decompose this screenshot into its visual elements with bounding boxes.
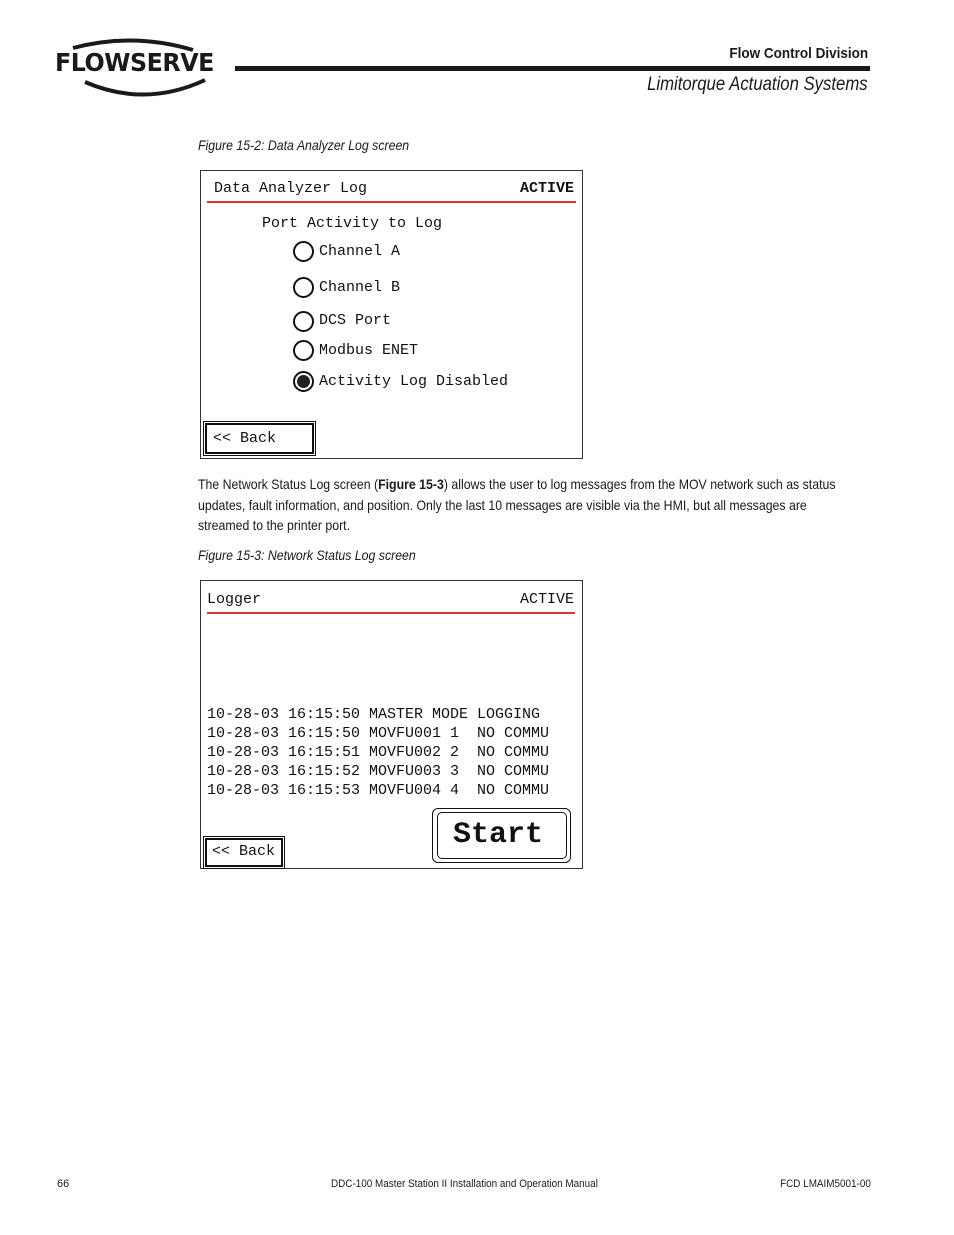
log-line: 10-28-03 16:15:51 MOVFU002 2 NO COMMU — [207, 744, 550, 761]
log-line: 10-28-03 16:15:53 MOVFU004 4 NO COMMU — [207, 782, 550, 799]
screen-title: Data Analyzer Log — [214, 180, 368, 197]
status-badge: ACTIVE — [519, 591, 574, 608]
data-analyzer-log-screen — [200, 170, 583, 459]
manual-title: DDC-100 Master Station II Installation and Operation Manual — [331, 1178, 598, 1190]
title-underline — [207, 201, 576, 203]
start-button[interactable] — [432, 808, 571, 863]
radio-label: DCS Port — [319, 312, 392, 329]
log-list — [207, 706, 549, 801]
flowserve-logo — [55, 38, 215, 100]
radio-modbus-enet[interactable] — [293, 340, 553, 364]
header-subtitle: Limitorque Actuation Systems — [647, 74, 868, 95]
start-button-label: Start — [453, 818, 544, 852]
radio-selected-icon[interactable] — [293, 371, 314, 392]
back-button-label: << Back — [212, 843, 276, 860]
radio-label: Channel B — [319, 279, 401, 296]
radio-label: Channel A — [319, 243, 401, 260]
prompt-label: Port Activity to Log — [262, 215, 443, 232]
title-underline — [207, 612, 575, 614]
radio-circle-icon[interactable] — [293, 311, 314, 332]
radio-label: Activity Log Disabled — [319, 373, 509, 390]
figure-15-2-caption: Figure 15-2: Data Analyzer Log screen — [198, 137, 410, 153]
radio-circle-icon[interactable] — [293, 277, 314, 298]
header-rule — [235, 66, 870, 71]
radio-channel-b[interactable] — [293, 277, 553, 301]
radio-dcs-port[interactable] — [293, 311, 553, 335]
log-line: 10-28-03 16:15:52 MOVFU003 3 NO COMMU — [207, 763, 550, 780]
document-code: FCD LMAIM5001-00 — [780, 1178, 871, 1190]
status-badge: ACTIVE — [519, 180, 574, 197]
radio-channel-a[interactable] — [293, 241, 553, 265]
radio-label: Modbus ENET — [319, 342, 419, 359]
figure-reference: Figure 15-3 — [378, 476, 444, 492]
paragraph-text: ) allows the user to log messages from the MOV network such as status updates, fault information, and position. Only the last 10 messages are visible via the HMI, but all messages are streamed to the printer port. — [198, 476, 836, 533]
back-button[interactable] — [205, 838, 283, 867]
logo-wordmark: FLOWSERVE — [55, 48, 214, 77]
back-button[interactable] — [205, 423, 314, 454]
division-name: Flow Control Division — [729, 45, 868, 62]
radio-circle-icon[interactable] — [293, 340, 314, 361]
radio-activity-log-disabled[interactable] — [293, 371, 563, 395]
radio-circle-icon[interactable] — [293, 241, 314, 262]
paragraph-text: The Network Status Log screen ( — [198, 476, 379, 492]
log-line: 10-28-03 16:15:50 MOVFU001 1 NO COMMU — [207, 725, 550, 742]
page-number: 66 — [57, 1178, 70, 1190]
log-line: 10-28-03 16:15:50 MASTER MODE LOGGING — [207, 706, 541, 723]
back-button-label: << Back — [213, 430, 277, 447]
body-paragraph — [198, 474, 840, 536]
figure-15-3-caption: Figure 15-3: Network Status Log screen — [198, 547, 416, 563]
screen-title: Logger — [207, 591, 262, 608]
logo-swoosh-icon — [55, 38, 215, 100]
